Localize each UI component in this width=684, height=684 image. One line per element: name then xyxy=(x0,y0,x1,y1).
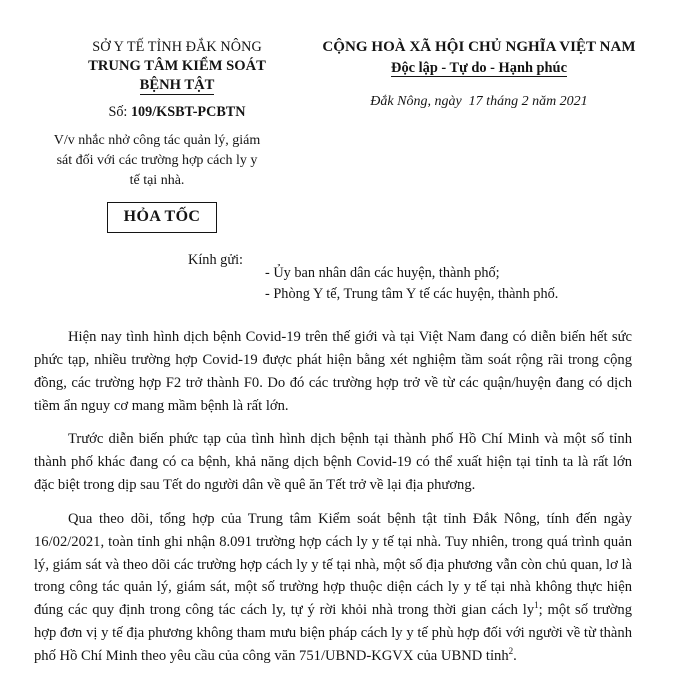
recipient-item: - Phòng Y tế, Trung tâm Y tế các huyện, thành phố. xyxy=(265,286,559,303)
national-title: CỘNG HOÀ XÃ HỘI CHỦ NGHĨA VIỆT NAM xyxy=(322,39,636,55)
center-name-block xyxy=(52,57,302,95)
body-paragraph: Hiện nay tình hình dịch bệnh Covid-19 trên thế giới và tại Việt Nam đang có diễn biến hết sức phức tạp, nhiều trường hợp Covid-19 được phát hiện bằng xét nghiệm tầm soát rộng rãi trong cộng đồng, các trường hợp F2 trở thành F0. Do đó các trường hợp trở về từ các quận/huyện đang có dịch tiềm ẩn nguy cơ mang mầm bệnh là rất lớn. xyxy=(34,329,632,414)
subject-line-1: V/v nhắc nhở công tác quản lý, giám xyxy=(53,132,261,148)
footnote-marker-2: 2 xyxy=(508,646,514,657)
recipients-row xyxy=(188,250,684,305)
footnote-marker-1: 1 xyxy=(534,600,539,611)
urgent-stamp-wrap xyxy=(52,202,262,233)
body-paragraph-with-footnotes xyxy=(34,508,632,668)
subject-line xyxy=(52,131,262,191)
national-motto-wrap xyxy=(308,59,650,78)
urgent-stamp: HỎA TỐC xyxy=(107,202,218,233)
place-and-date: Đắk Nông, ngày 17 tháng 2 năm 2021 xyxy=(370,94,588,110)
paragraph3-part-2: ; một số trường hợp đơn vị y tế địa phương không tham mưu biện pháp cách ly y tế phù hợp đối với người về từ thành phố Hồ Chí Minh theo yêu cầu của công văn 751/UBND-KGVX của UBND tỉnh xyxy=(34,602,632,664)
issuing-authority-block xyxy=(34,38,302,122)
subject-line-3: tế tại nhà. xyxy=(129,172,185,188)
document-number-label: Số: xyxy=(108,104,128,121)
recipient-item: - Ủy ban nhân dân các huyện, thành phố; xyxy=(265,265,500,282)
subject-block xyxy=(0,131,268,234)
national-motto: Độc lập - Tự do - Hạnh phúc xyxy=(391,59,567,76)
national-header-block xyxy=(302,38,650,112)
document-body xyxy=(0,326,684,668)
center-name-line-2: BỆNH TẬT xyxy=(139,77,215,94)
paragraph3-part-3: . xyxy=(513,647,517,664)
document-number-value: 109/KSBT-PCBTN xyxy=(130,104,246,121)
center-name-line-1: TRUNG TÂM KIỂM SOÁT xyxy=(88,58,266,75)
body-paragraph: Trước diễn biến phức tạp của tình hình dịch bệnh tại thành phố Hồ Chí Minh và một số tỉnh thành phố khác đang có ca bệnh, khả năng dịch bệnh Covid-19 có thể xuất hiện tại tỉnh ta là rất lớn đặc biệt trong dịp sau Tết do người dân về quê ăn Tết trở về lại địa phương. xyxy=(34,431,632,494)
paragraph3-part-1: Qua theo dõi, tổng hợp của Trung tâm Kiểm soát bệnh tật tỉnh Đắk Nông, tính đến ngày 16/02/2021, toàn tỉnh ghi nhận 8.091 trường hợp cách ly y tế tại nhà. Tuy nhiên, trong quá trình quản lý, giám sát và theo dõi các trường hợp cách ly y tế tại nhà, một số địa phương vẫn còn chủ quan, lơ là trong công tác quản lý, giám sát, một số trường hợp thuộc diện cách ly y tế tại nhà không thực hiện đúng các quy định trong công tác cách ly, tự ý rời khỏi nhà trong thời gian cách ly xyxy=(34,510,632,619)
issuing-authority-name: SỞ Y TẾ TỈNH ĐẮK NÔNG xyxy=(92,39,262,55)
recipients-list xyxy=(243,250,558,305)
recipients-label: Kính gửi: xyxy=(188,252,244,269)
subject-line-2: sát đối với các trường hợp cách ly y xyxy=(56,152,258,168)
document-header xyxy=(0,0,684,122)
document-number xyxy=(52,104,302,122)
recipients-block xyxy=(0,250,684,305)
